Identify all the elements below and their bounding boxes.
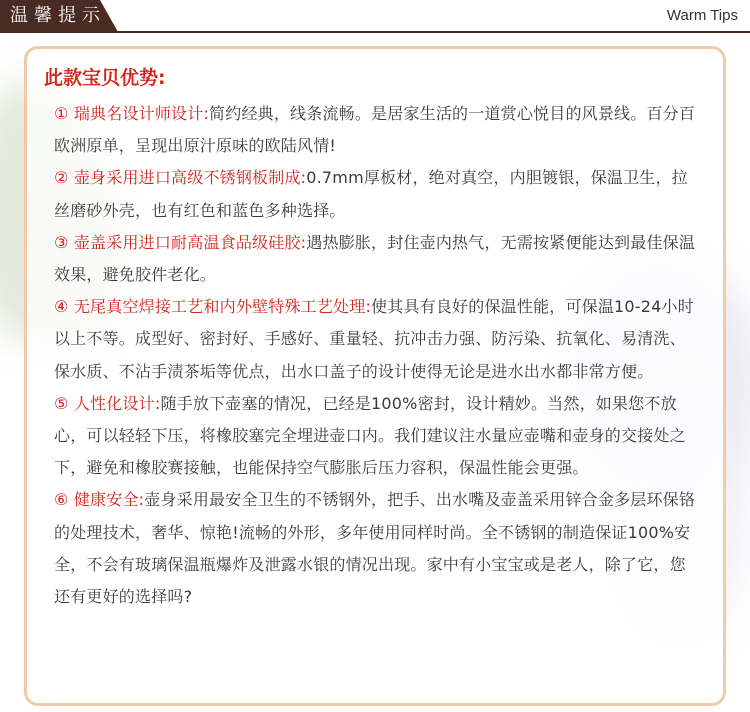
item-heading: 无尾真空焊接工艺和内外壁特殊工艺处理: [73,297,372,317]
header-divider [0,31,750,33]
item-text: 0.7mm厚板材，绝对真空，内胆镀银，保温卫生，拉丝磨砂外壳，也有红色和蓝色多种选择。 [54,168,688,220]
item-heading: 健康安全: [73,490,145,510]
item-heading: 壶身采用进口高级不锈钢板制成: [73,168,307,188]
item-number: ① [54,104,69,123]
item-text: 简约经典，线条流畅。是居家生活的一道赏心悦目的风景线。百分百欧洲原单，呈现出原汁原味的欧陆风情! [54,104,696,156]
item-heading: 瑞典名设计师设计: [73,104,210,123]
list-item [54,98,700,162]
item-number: ⑤ [54,393,69,413]
panel-title: 此款宝贝优势: [44,67,166,89]
item-number: ③ [54,232,69,252]
item-text: 遇热膨胀，封住壶内热气，无需按紧便能达到最佳保温效果，避免胶件老化。 [54,232,696,285]
header-title: 温馨提示 [10,5,106,26]
item-heading: 人性化设计: [73,393,161,413]
item-text: 壶身采用最安全卫生的不锈钢外，把手、出水嘴及壶盖采用锌合金多层环保铬的处理技术，奢华、惊艳!流畅的外形，多年使用同样时尚。全不锈钢的制造保证100%安全，不会有玻璃保温瓶爆炸及泄露水银的情况出现。家中有小宝宝或是老人，除了它，您还有更好的选择吗? [54,490,696,607]
list-item [54,388,700,485]
header-bar [0,0,750,32]
header-right-label: Warm Tips [666,7,738,24]
item-text: 随手放下壶塞的情况，已经是100%密封，设计精妙。当然，如果您不放心，可以轻轻下压，将橡胶塞完全埋进壶口内。我们建议注水量应壶嘴和壶身的交接处之下，避免和橡胶赛接触，也能保持空气膨胀后压力容积，保温性能会更强。 [54,393,686,478]
item-number: ② [54,168,69,188]
item-text: 使其具有良好的保温性能，可保温10-24小时以上不等。成型好、密封好、手感好、重量轻、抗冲击力强、防污染、抗氧化、易清洗、保水质、不沾手渍茶垢等优点，出水口盖子的设计使得无论是进水出水都非常方便。 [54,297,694,381]
list-item [54,484,700,613]
list-item [54,291,700,388]
item-number: ⑥ [54,490,69,510]
item-number: ④ [54,297,69,317]
item-heading: 壶盖采用进口耐高温食品级硅胶: [73,232,307,252]
advantages-list [54,98,700,613]
list-item [54,227,700,291]
list-item [54,162,700,226]
